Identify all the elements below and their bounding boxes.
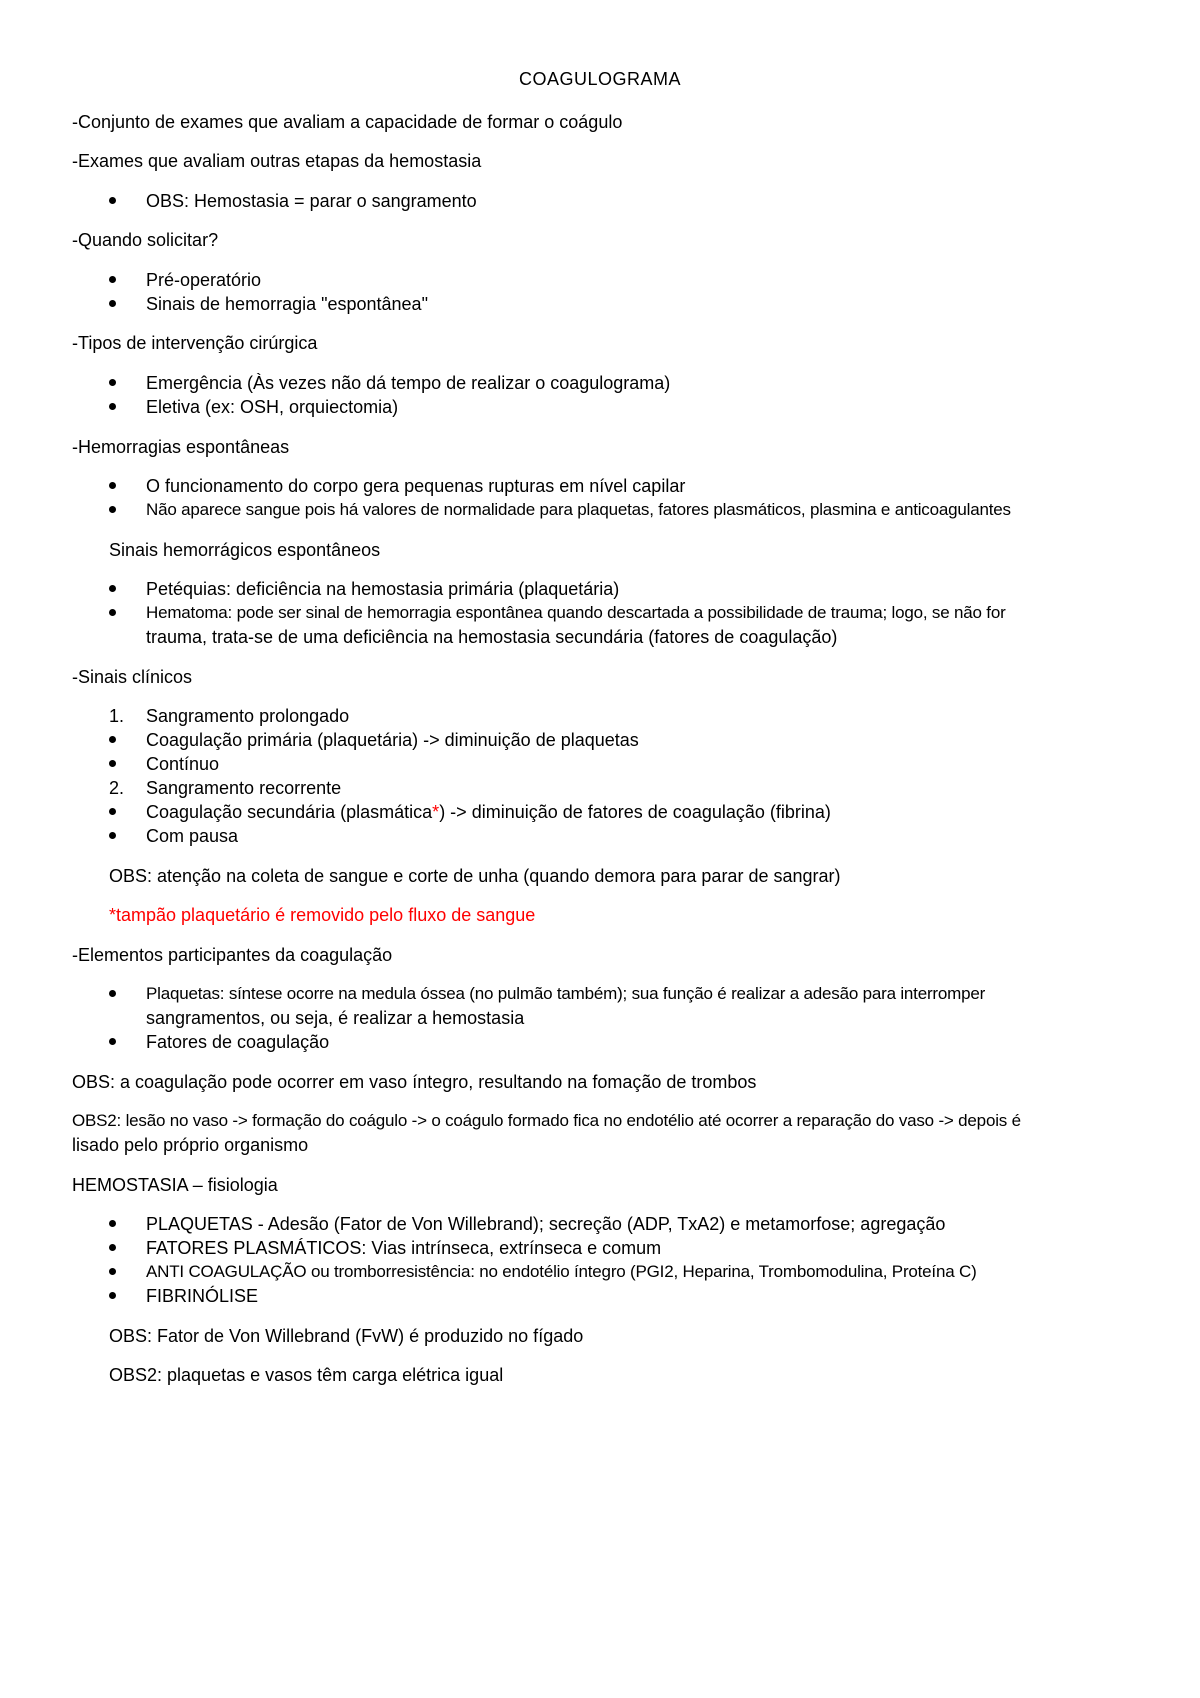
list-item-text: Sangramento prolongado bbox=[146, 706, 350, 726]
bullet-icon bbox=[109, 1244, 116, 1251]
list-item-text: Hematoma: pode ser sinal de hemorragia espontânea quando descartada a possibilidade de trauma; logo, se não for bbox=[146, 603, 1006, 622]
list-item-text: Eletiva (ex: OSH, orquiectomia) bbox=[146, 397, 399, 417]
section-heading-tipos: -Tipos de intervenção cirúrgica bbox=[72, 333, 318, 353]
obs-hemostasia-1: OBS: Fator de Von Willebrand (FvW) é produzido no fígado bbox=[109, 1326, 584, 1346]
bullet-icon bbox=[109, 1038, 116, 1045]
list-item-text: sangramentos, ou seja, é realizar a hemostasia bbox=[146, 1008, 525, 1028]
list-item-text: Sangramento recorrente bbox=[146, 778, 342, 798]
list-marker: 1. bbox=[109, 706, 125, 726]
list-item-text: PLAQUETAS - Adesão (Fator de Von Willebrand); secreção (ADP, TxA2) e metamorfose; agregação bbox=[146, 1214, 946, 1234]
intro-line-1: -Conjunto de exames que avaliam a capacidade de formar o coágulo bbox=[72, 112, 623, 132]
list-item-text: Petéquias: deficiência na hemostasia primária (plaquetária) bbox=[146, 579, 620, 599]
bullet-icon bbox=[109, 379, 116, 386]
footnote-note: *tampão plaquetário é removido pelo fluxo de sangue bbox=[109, 905, 536, 925]
list-item-text: Não aparece sangue pois há valores de normalidade para plaquetas, fatores plasmáticos, plasmina e anticoagulantes bbox=[146, 500, 1011, 519]
list-item-text: Plaquetas: síntese ocorre na medula óssea (no pulmão também); sua função é realizar a adesão para interromper bbox=[146, 984, 986, 1003]
bullet-icon bbox=[109, 736, 116, 743]
text-segment: Coagulação secundária (plasmática bbox=[146, 802, 433, 822]
section-heading-elementos: -Elementos participantes da coagulação bbox=[72, 945, 393, 965]
bullet-icon bbox=[109, 990, 116, 997]
bullet-icon bbox=[109, 276, 116, 283]
bullet-icon bbox=[109, 482, 116, 489]
obs-elementos-2-line-2: lisado pelo próprio organismo bbox=[72, 1135, 309, 1155]
list-item-text bbox=[146, 799, 831, 825]
list-item-text: O funcionamento do corpo gera pequenas rupturas em nível capilar bbox=[146, 476, 686, 496]
obs-hemostasia-2: OBS2: plaquetas e vasos têm carga elétrica igual bbox=[109, 1365, 504, 1385]
bullet-icon bbox=[109, 300, 116, 307]
list-item-text: Pré-operatório bbox=[146, 270, 262, 290]
bullet-icon bbox=[109, 1292, 116, 1299]
list-item-text: FATORES PLASMÁTICOS: Vias intrínseca, extrínseca e comum bbox=[146, 1238, 662, 1258]
bullet-icon bbox=[109, 1268, 116, 1275]
bullet-icon bbox=[109, 760, 116, 767]
bullet-icon bbox=[109, 1220, 116, 1227]
obs-sinais-clinicos: OBS: atenção na coleta de sangue e corte de unha (quando demora para parar de sangrar) bbox=[109, 866, 841, 886]
bullet-icon bbox=[109, 506, 116, 513]
bullet-icon bbox=[109, 832, 116, 839]
bullet-icon bbox=[109, 585, 116, 592]
list-item-text: OBS: Hemostasia = parar o sangramento bbox=[146, 191, 477, 211]
bullet-icon bbox=[109, 403, 116, 410]
section-heading-sinais-clinicos: -Sinais clínicos bbox=[72, 667, 193, 687]
bullet-icon bbox=[109, 609, 116, 616]
list-item-text: Contínuo bbox=[146, 754, 220, 774]
bullet-icon bbox=[109, 197, 116, 204]
list-item-text: FIBRINÓLISE bbox=[146, 1286, 259, 1306]
list-item-text: trauma, trata-se de uma deficiência na hemostasia secundária (fatores de coagulação) bbox=[146, 627, 838, 647]
footnote-star: * bbox=[432, 802, 440, 822]
text-segment: ) -> diminuição de fatores de coagulação (fibrina) bbox=[439, 802, 831, 822]
list-item-text: Sinais de hemorragia "espontânea" bbox=[146, 294, 428, 314]
section-heading-hemorragias: -Hemorragias espontâneas bbox=[72, 437, 290, 457]
list-item-text: Fatores de coagulação bbox=[146, 1032, 330, 1052]
page-title: COAGULOGRAMA bbox=[518, 69, 682, 89]
section-heading-quando: -Quando solicitar? bbox=[72, 230, 219, 250]
obs-elementos-2-line-1: OBS2: lesão no vaso -> formação do coágulo -> o coágulo formado fica no endotélio até ocorrer a reparação do vaso -> depois é bbox=[72, 1111, 1021, 1130]
bullet-icon bbox=[109, 808, 116, 815]
list-item-text: Coagulação primária (plaquetária) -> diminuição de plaquetas bbox=[146, 730, 639, 750]
section-heading-hemostasia: HEMOSTASIA – fisiologia bbox=[72, 1175, 278, 1195]
subheading-sinais: Sinais hemorrágicos espontâneos bbox=[109, 540, 381, 560]
list-item-text: Emergência (Às vezes não dá tempo de realizar o coagulograma) bbox=[146, 373, 671, 393]
intro-line-2: -Exames que avaliam outras etapas da hemostasia bbox=[72, 151, 482, 171]
obs-elementos-1: OBS: a coagulação pode ocorrer em vaso íntegro, resultando na fomação de trombos bbox=[72, 1072, 757, 1092]
list-marker: 2. bbox=[109, 778, 125, 798]
list-item-text: ANTI COAGULAÇÃO ou tromborresistência: no endotélio íntegro (PGI2, Heparina, Trombomodulina, Proteína C) bbox=[146, 1262, 977, 1281]
list-item-text: Com pausa bbox=[146, 826, 239, 846]
